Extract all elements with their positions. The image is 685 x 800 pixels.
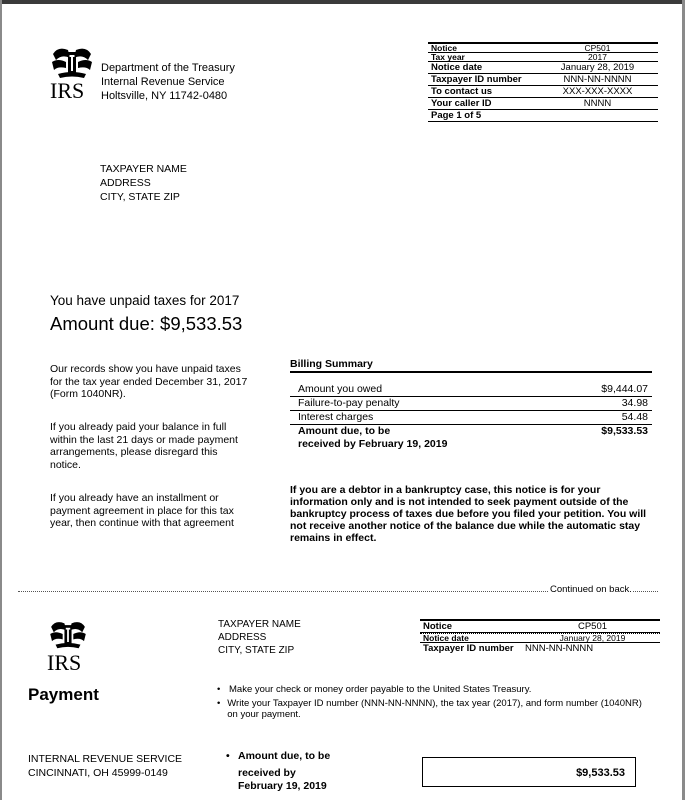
payment-notice-box: [420, 619, 660, 654]
agency-address: [101, 61, 235, 103]
payment-amount-value: $9,533.53: [576, 767, 625, 779]
agency-line: Holtsville, NY 11742-0480: [101, 90, 228, 102]
list-item: • Write your Taxpayer ID number (NNN-NN-NNNN), the tax year (2017), and form number (1040NR) on your payment.: [217, 697, 642, 720]
unpaid-taxes-headline: You have unpaid taxes for 2017: [50, 293, 240, 308]
agency-line: Department of the Treasury: [101, 62, 235, 74]
continued-on-back: Continued on back.: [550, 584, 632, 595]
tax-year-row: Tax year 2017: [428, 53, 658, 62]
payment-taxpayer-address: TAXPAYER NAME ADDRESS CITY, STATE ZIP: [218, 619, 301, 656]
already-paid-paragraph: If you already paid your balance in full within the last 21 days or made payment arrangements, please disregard this notice.: [50, 421, 238, 471]
irs-eagle-logo-icon: [50, 44, 94, 80]
agency-line: Internal Revenue Service: [101, 76, 225, 88]
payment-taxpayer-id-row: Taxpayer ID number NNN-NN-NNNN: [423, 643, 594, 654]
bankruptcy-note: If you are a debtor in a bankruptcy case, this notice is for your information only and is not intended to seek payment outside of the bankruptcy process of taxes due before you filed your petition. You will not receive another notice of the balance due while the automatic stay remains in effect.: [290, 484, 647, 544]
notice-date-row: Notice date January 28, 2019: [428, 62, 658, 74]
caller-id-row: Your caller ID NNNN: [428, 98, 658, 110]
payment-amount-box[interactable]: [422, 757, 636, 787]
payment-instructions: [217, 684, 647, 723]
amount-due-heading: Amount due: $9,533.53: [50, 313, 243, 334]
window-top-edge: [0, 0, 685, 4]
irs-logo-text: IRS: [50, 78, 85, 103]
billing-row-penalty: Failure-to-pay penalty 34.98: [290, 397, 652, 411]
payment-notice-row: Notice CP501: [420, 619, 660, 633]
bullet-icon: •: [217, 697, 221, 709]
irs-logo-text: IRS: [47, 650, 82, 675]
taxpayer-address: TAXPAYER NAME ADDRESS CITY, STATE ZIP: [100, 163, 187, 203]
installment-paragraph: If you already have an installment or payment agreement in place for this tax year, then continue with that agreement: [50, 492, 234, 529]
payment-title: Payment: [28, 685, 99, 704]
taxpayer-id-row: Taxpayer ID number NNN-NN-NNNN: [428, 74, 658, 86]
contact-row: To contact us XXX-XXX-XXXX: [428, 86, 658, 98]
notice-row: Notice CP501: [428, 42, 658, 53]
billing-row-amount-owed: Amount you owed $9,444.07: [290, 383, 652, 397]
billing-row-interest: Interest charges 54.48: [290, 411, 652, 425]
billing-row-total: Amount due, to be received by February 19, 2019 $9,533.53: [298, 425, 648, 450]
irs-mailing-address: INTERNAL REVENUE SERVICE CINCINNATI, OH 45999-0149: [28, 753, 183, 779]
payment-amount-label: • Amount due, to be received by February 19, 2019: [226, 750, 331, 792]
billing-summary-title: Billing Summary: [290, 358, 652, 373]
bullet-icon: •: [217, 684, 221, 695]
records-paragraph: Our records show you have unpaid taxes for the tax year ended December 31, 2017 (Form 1040NR).: [50, 363, 248, 400]
bullet-icon: •: [226, 750, 230, 762]
billing-summary: [290, 358, 652, 451]
list-item: • Make your check or money order payable to the United States Treasury.: [217, 684, 532, 695]
irs-eagle-logo-icon: [48, 618, 88, 650]
payment-notice-date-row: Notice date January 28, 2019: [420, 633, 660, 643]
window-left-edge: [0, 0, 2, 800]
page-count-row: Page 1 of 5: [428, 110, 658, 122]
notice-info-box: [428, 42, 658, 122]
